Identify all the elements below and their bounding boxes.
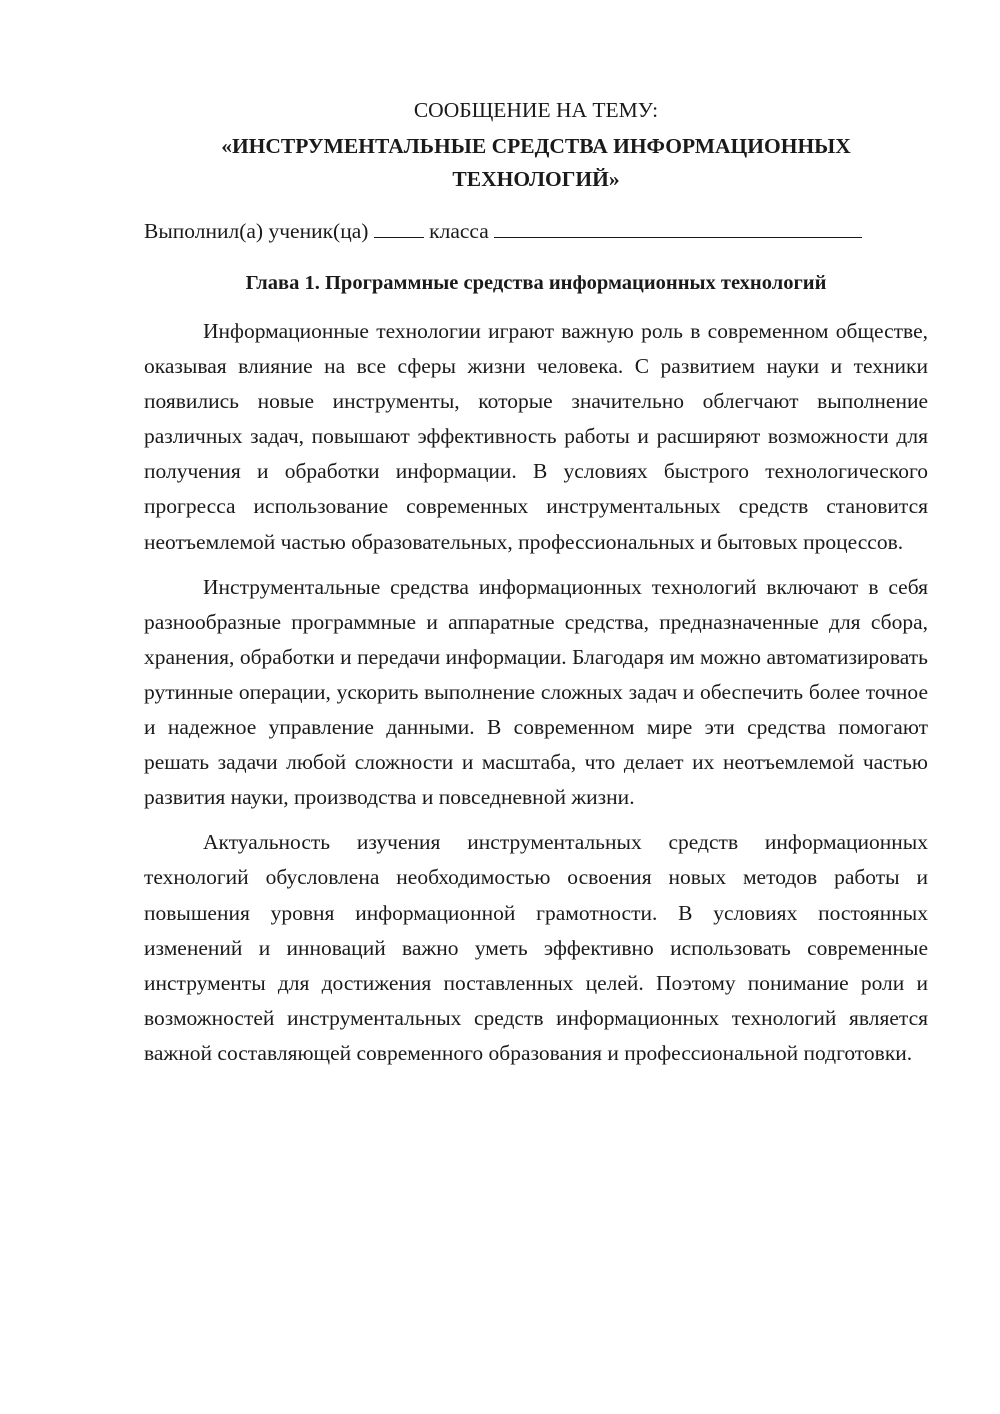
class-number-blank	[374, 218, 424, 238]
student-name-blank	[494, 218, 862, 238]
document-page	[144, 92, 928, 1071]
body-paragraph: Информационные технологии играют важную роль в современном обществе, оказывая влияние на все сферы жизни человека. С развитием науки и техники появились новые инструменты, которые значительно облегчают выполнение различных задач, повышают эффективность работы и расширяют возможности для получения и обработки информации. В условиях быстрого технологического прогресса использование современных инструментальных средств становится неотъемлемой частью образовательных, профессиональных и бытовых процессов.	[144, 319, 928, 554]
chapter-heading: Глава 1. Программные средства информационных технологий	[245, 272, 827, 294]
class-label: класса	[429, 219, 489, 243]
document-title: «ИНСТРУМЕНТАЛЬНЫЕ СРЕДСТВА ИНФОРМАЦИОННЫХ ТЕХНОЛОГИЙ»	[221, 134, 851, 191]
subject-line: СООБЩЕНИЕ НА ТЕМУ:	[413, 98, 659, 122]
author-line	[144, 214, 928, 248]
performed-by-label: Выполнил(а) ученик(ца)	[144, 219, 369, 243]
body-paragraph: Инструментальные средства информационных технологий включают в себя разнообразные программные и аппаратные средства, предназначенные для сбора, хранения, обработки и передачи информации. Благодаря им можно автоматизировать рутинные операции, ускорить выполнение сложных задач и обеспечить более точное и надежное управление данными. В современном мире эти средства помогают решать задачи любой сложности и масштаба, что делает их неотъемлемой частью развития науки, производства и повседневной жизни.	[144, 574, 928, 810]
body-paragraph: Актуальность изучения инструментальных средств информационных технологий обусловлена необходимостью освоения новых методов работы и повышения уровня информационной грамотности. В условиях постоянных изменений и инноваций важно уметь эффективно использовать современные инструменты для достижения поставленных целей. Поэтому понимание роли и возможностей инструментальных средств информационных технологий является важной составляющей современного образования и профессиональной подготовки.	[144, 830, 928, 1065]
